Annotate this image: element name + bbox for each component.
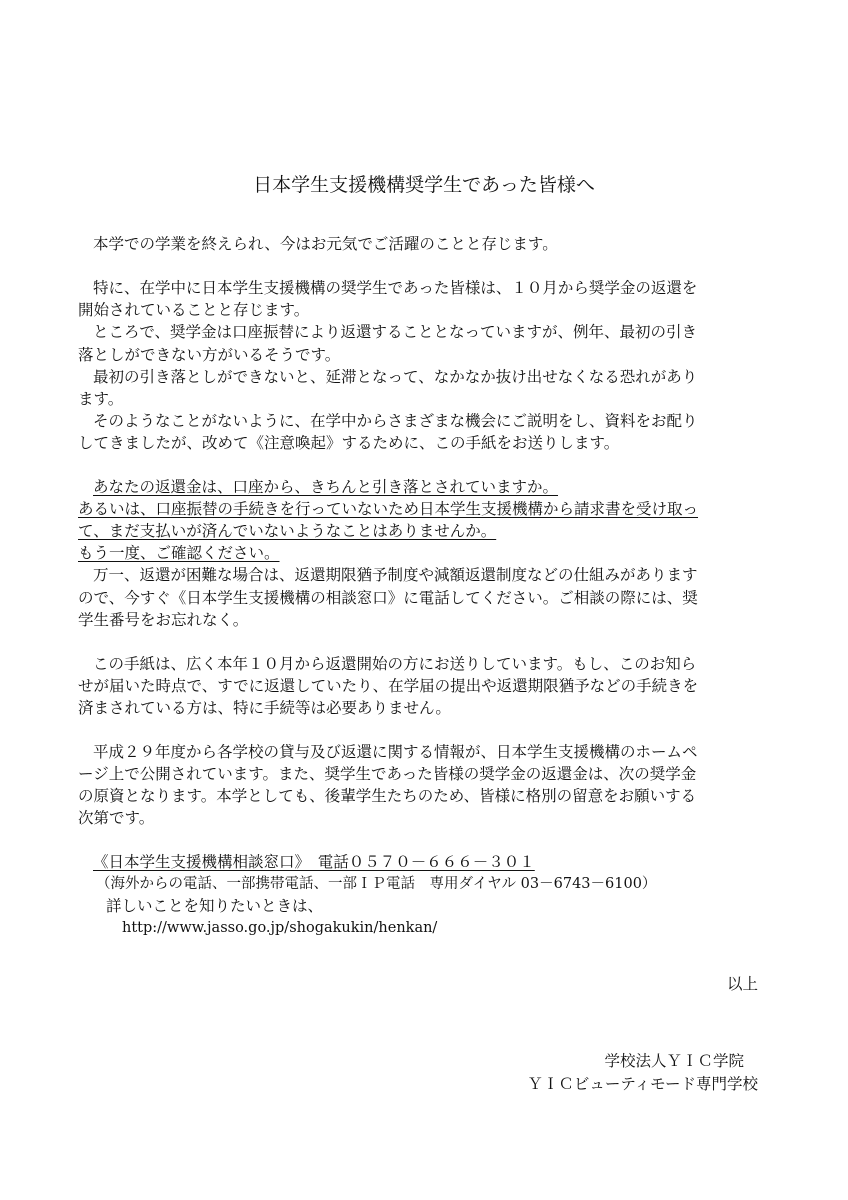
- para2-line-7: そのようなことがないように、在学中からさまざまな機会にご説明をし、資料をお配り: [93, 412, 698, 430]
- contact-overseas-note: （海外からの電話、一部携帯電話、一部ＩＰ電話 専用ダイヤル 03－6743－6100）: [96, 876, 657, 892]
- para2-line-8: してきましたが、改めて《注意喚起》するために、この手紙をお送りします。: [78, 434, 620, 452]
- page-title: 日本学生支援機構奨学生であった皆様へ: [253, 174, 595, 196]
- para2-line-3: ところで、奨学金は口座振替により返還することとなっていますが、例年、最初の引き: [93, 323, 698, 341]
- para3-line-6: ので、今すぐ《日本学生支援機構の相談窓口》に電話してください。ご相談の際には、奨: [78, 589, 698, 607]
- para3-underlined-line-2: あるいは、口座振替の手続きを行っていないため日本学生支援機構から請求書を受け取っ: [78, 500, 699, 518]
- para3-line-7: 学生番号をお忘れなく。: [78, 611, 249, 629]
- para2-line-1: 特に、在学中に日本学生支援機構の奨学生であった皆様は、１０月から奨学金の返還を: [93, 279, 698, 297]
- para3-underlined-line-3: て、まだ支払いが済んでいないようなことはありませんか。: [78, 522, 497, 540]
- para5-line-4: 次第です。: [78, 809, 155, 827]
- para4-line-2: せが届いた時点で、すでに返還していたり、在学届の提出や返還期限猶予などの手続きを: [78, 677, 699, 695]
- closing-text: 以上: [726, 975, 758, 993]
- para5-line-3: の原資となります。本学としても、後輩学生たちのため、皆様に格別の留意をお願いする: [78, 787, 697, 805]
- contact-phone: 《日本学生支援機構相談窓口》 電話０５７０－６６６－３０１: [93, 853, 535, 871]
- para2-line-2: 開始されていることと存じます。: [78, 301, 310, 319]
- para3-line-5: 万一、返還が困難な場合は、返還期限猶予制度や減額返還制度などの仕組みがあります: [93, 566, 698, 584]
- para2-line-6: ます。: [78, 390, 124, 408]
- para5-line-1: 平成２９年度から各学校の貸与及び返還に関する情報が、日本学生支援機構のホームペ: [93, 743, 698, 761]
- intro-line: 本学での学業を終えられ、今はお元気でご活躍のことと存じます。: [93, 235, 558, 253]
- para2-line-4: 落としができない方がいるそうです。: [78, 346, 341, 364]
- para3-underlined-line-1: あなたの返還金は、口座から、きちんと引き落とされていますか。: [93, 478, 559, 496]
- para3-underlined-line-4: もう一度、ご確認ください。: [78, 544, 280, 562]
- sender-line-2: ＹＩＣビューティモード専門学校: [527, 1075, 758, 1093]
- contact-url[interactable]: http://www.jasso.go.jp/shogakukin/henkan/: [122, 920, 438, 936]
- contact-details-intro: 詳しいことを知りたいときは、: [106, 897, 324, 915]
- para4-line-3: 済まされている方は、特に手続等は必要ありません。: [78, 699, 451, 717]
- sender-line-1: 学校法人ＹＩＣ学院: [604, 1052, 744, 1070]
- para2-line-5: 最初の引き落としができないと、延滞となって、なかなか抜け出せなくなる恐れがあり: [93, 368, 698, 386]
- para5-line-2: ージ上で公開されています。また、奨学生であった皆様の奨学金の返還金は、次の奨学金: [78, 765, 697, 783]
- para4-line-1: この手紙は、広く本年１０月から返還開始の方にお送りしています。もし、このお知ら: [93, 655, 697, 673]
